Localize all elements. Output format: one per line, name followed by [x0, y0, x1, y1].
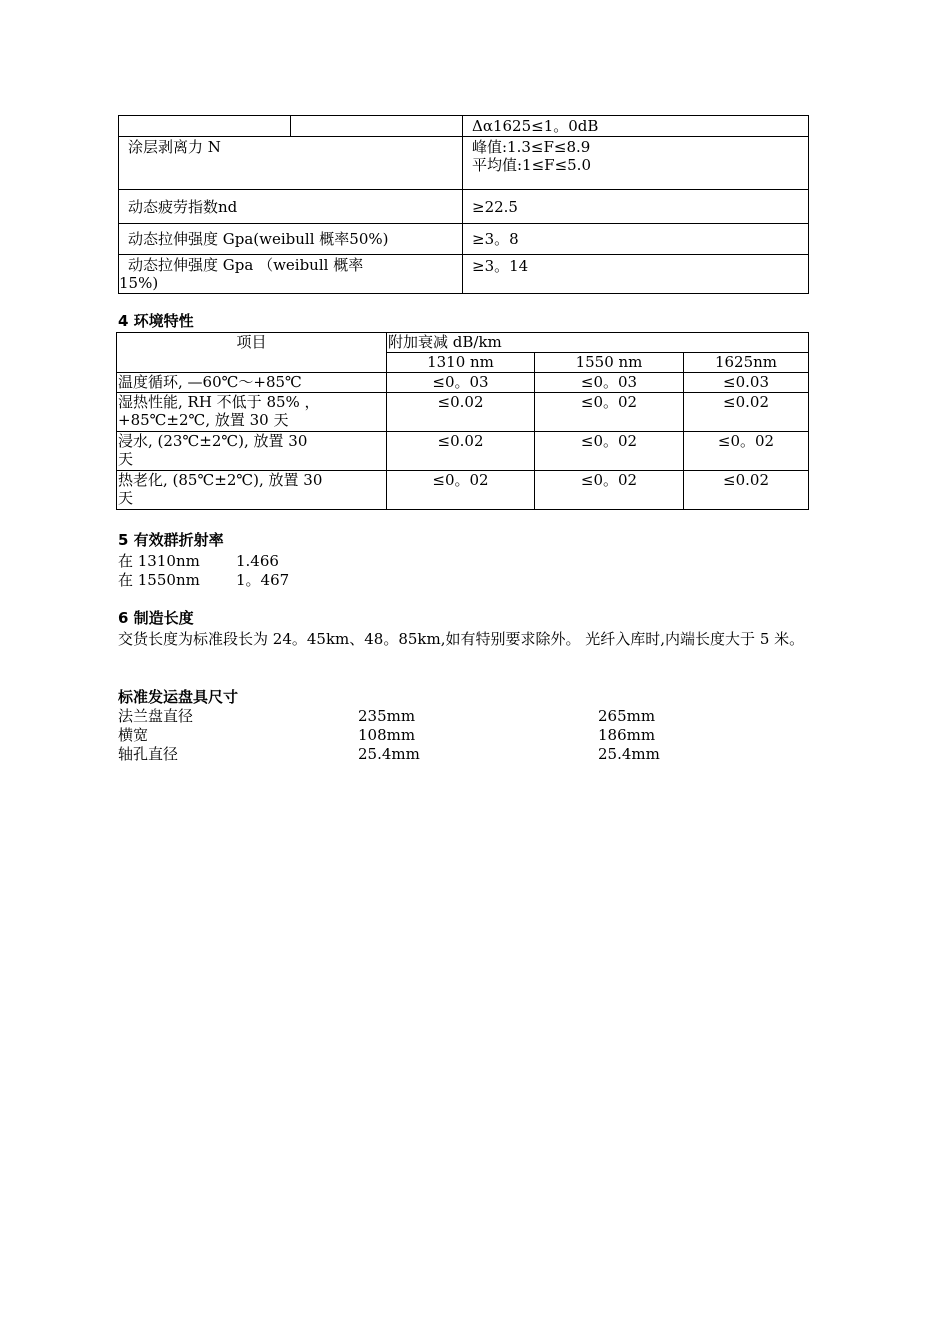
section-heading: 4 环境特性 [118, 312, 194, 330]
table-row [117, 432, 809, 471]
label-line: 热老化, (85℃±2℃), 放置 30 [118, 471, 323, 489]
reel-row-name: 轴孔直径 [118, 745, 179, 763]
reel-row-value: 108mm [358, 726, 416, 744]
table-row [119, 255, 809, 294]
table-cell: ≤0.02 [684, 471, 809, 510]
refractive-value: 1.466 [236, 552, 279, 570]
header-item: 项目 [117, 333, 387, 373]
label-line: 浸水, (23℃±2℃), 放置 30 [118, 432, 308, 450]
paragraph: 交货长度为标准段长为 24。45km、48。85km,如有特别要求除外。 光纤入库时,内端长度大于 5 米。 [118, 630, 805, 648]
column-header: 1310 nm [387, 353, 535, 373]
table-cell: ≥22.5 [463, 190, 809, 224]
reel-row-name: 法兰盘直径 [118, 707, 194, 725]
table-cell: 涂层剥离力 N [119, 137, 463, 190]
table-cell: ≤0。03 [387, 373, 535, 393]
row-label [117, 432, 387, 471]
table-row [117, 393, 809, 432]
environment-table [116, 332, 809, 510]
table-row [117, 373, 809, 393]
value-line: 峰值:1.3≤F≤8.9 [472, 138, 591, 156]
value-line: 平均值:1≤F≤5.0 [472, 156, 591, 174]
label-line: 15%) [119, 274, 159, 292]
reel-row-value: 265mm [598, 707, 656, 725]
label-line: +85℃±2℃, 放置 30 天 [118, 411, 289, 429]
table-cell [463, 137, 809, 190]
row-label: 温度循环, —60℃～+85℃ [117, 373, 387, 393]
table-row [119, 137, 809, 190]
table-cell: ≤0。02 [684, 432, 809, 471]
header-attenuation: 附加衰减 dB/km [387, 333, 809, 353]
refractive-label: 在 1310nm [118, 552, 200, 570]
table-cell: ≤0。02 [535, 471, 684, 510]
refractive-label: 在 1550nm [118, 571, 200, 589]
section-heading: 标准发运盘具尺寸 [118, 688, 239, 706]
table-row [119, 116, 809, 137]
label-line: 天 [118, 489, 134, 507]
reel-row-value: 25.4mm [358, 745, 420, 763]
table-cell: ≤0。02 [535, 432, 684, 471]
refractive-value: 1。467 [236, 571, 290, 589]
table-cell: ≤0。02 [387, 471, 535, 510]
reel-row-name: 横宽 [118, 726, 149, 744]
table-row [117, 333, 809, 353]
label-line: 动态拉伸强度 Gpa （weibull 概率 [128, 256, 364, 274]
reel-row-value: 25.4mm [598, 745, 660, 763]
label-line: 天 [118, 450, 134, 468]
table-cell [291, 116, 463, 137]
column-header: 1550 nm [535, 353, 684, 373]
table-cell: ≥3。8 [463, 224, 809, 255]
table-cell: ≥3。14 [463, 255, 809, 294]
table-row [119, 190, 809, 224]
section-heading: 5 有效群折射率 [118, 531, 224, 549]
table-row [117, 471, 809, 510]
table-cell: ≤0.02 [387, 432, 535, 471]
table-cell [119, 116, 291, 137]
table-cell: Δα1625≤1。0dB [463, 116, 809, 137]
table-cell: ≤0.02 [684, 393, 809, 432]
row-label [117, 471, 387, 510]
label-line: 湿热性能, RH 不低于 85% ， [118, 393, 320, 411]
section-heading: 6 制造长度 [118, 609, 194, 627]
table-cell: ≤0.03 [684, 373, 809, 393]
table-cell: ≤0。02 [535, 393, 684, 432]
table-cell: ≤0.02 [387, 393, 535, 432]
table-cell: 动态拉伸强度 Gpa(weibull 概率50%) [119, 224, 463, 255]
row-label [117, 393, 387, 432]
table-cell: ≤0。03 [535, 373, 684, 393]
fiber-properties-table [118, 115, 809, 294]
column-header: 1625nm [684, 353, 809, 373]
table-cell: 动态疲劳指数nd [119, 190, 463, 224]
table-row [119, 224, 809, 255]
reel-row-value: 235mm [358, 707, 416, 725]
table-cell [119, 255, 463, 294]
reel-row-value: 186mm [598, 726, 656, 744]
